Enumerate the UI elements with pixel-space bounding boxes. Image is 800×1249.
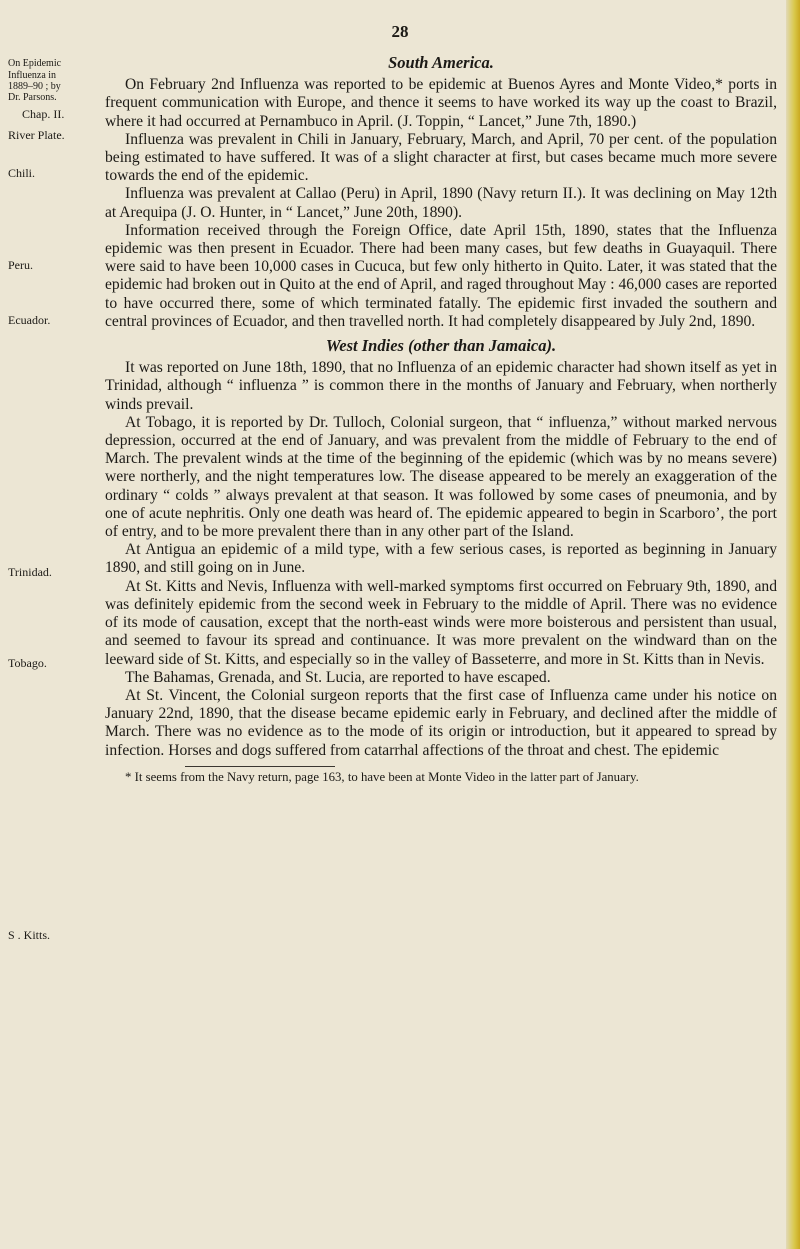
paragraph-st-kitts: At St. Kitts and Nevis, Influenza with well-marked symptoms first occurred on February 9th, 1890, and was definitely epidemic from the second week in February to the middle of April. There was no evidence of its mode of causation, except that the north-east winds were more boisterous and persistent than usual, and seemed to favour its spread and continuance. It was more prevalent on the windward than on the leeward side of St. Kitts, and especially so in the valley of Basseterre, and more in St. Kitts than in Nevis. xyxy=(105,577,777,668)
paragraph-chili: Influenza was prevalent in Chili in January, February, March, and April, 70 per cent. of the population being estimated to have suffered. It was of a slight character at first, but cases became much more severe towards the end of the epidemic. xyxy=(105,130,777,185)
margin-note-st-kitts: S . Kitts. xyxy=(8,928,51,942)
paragraph-bahamas: The Bahamas, Grenada, and St. Lucia, are reported to have escaped. xyxy=(125,668,551,686)
section-heading-west-indies-main: West Indies xyxy=(325,336,404,356)
page-edge xyxy=(786,0,800,1249)
section-heading-south-america: South America. xyxy=(388,53,494,72)
margin-note-chapter: Chap. II. xyxy=(22,107,65,121)
margin-note-epidemic-line3: 1889–90 ; by xyxy=(8,81,61,92)
margin-note-epidemic-line1: On Epidemic xyxy=(8,58,62,69)
footnote-rule xyxy=(185,766,335,767)
footnote: * It seems from the Navy return, page 163, to have been at Monte Video in the latter part of January. xyxy=(125,769,639,784)
margin-note-ecuador: Ecuador. xyxy=(8,313,51,327)
paragraph-peru: Influenza was prevalent at Callao (Peru) in April, 1890 (Navy return II.). It was declining on May 12th at Arequipa (J. O. Hunter, in “ Lancet,” June 20th, 1890). xyxy=(105,185,777,221)
margin-note-peru: Peru. xyxy=(8,258,33,272)
margin-note-river-plate: River Plate. xyxy=(8,128,65,142)
main-text xyxy=(105,54,777,785)
margin-note-tobago: Tobago. xyxy=(8,656,47,670)
margin-note-epidemic-line4: Dr. Parsons. xyxy=(8,92,57,103)
margin-note-chili: Chili. xyxy=(8,166,36,180)
paragraph-trinidad: It was reported on June 18th, 1890, that no Influenza of an epidemic character had shown itself as yet in Trinidad, although “ influenza ” is common there in the months of January and February, when northerly winds prevail. xyxy=(105,359,777,413)
paragraph-tobago: At Tobago, it is reported by Dr. Tulloch, Colonial surgeon, that “ influenza,” without marked nervous depression, occurred at the end of January, and was prevalent from the middle of February to the end of March. The prevalent winds at the time of the beginning of the epidemic (which was by no means severe) were northerly, and the night temperatures low. The disease appeared to be merely an exaggeration of the ordinary “ colds ” always prevalent at that season. It was followed by some cases of pneumonia, and by one of acute nephritis. Only one death was heard of. The epidemic appeared to begin in Scarboro’, the port of entry, and to be more prevalent there than in any other part of the Island. xyxy=(105,413,777,541)
paragraph-ecuador: Information received through the Foreign Office, date April 15th, 1890, states that the Influenza epidemic was then present in Ecuador. There had been many cases, but few deaths in Guayaquil. There were said to have been 10,000 cases in Cucuca, but few only hitherto in Quito. Later, it was stated that the epidemic had broken out in Quito at the end of April, and raged throughout May : 46,000 cases are reported to have occurred there, some of which terminated fatally. The epidemic first invaded the southern and central provinces of Ecuador, and then travelled north. It had completely disappeared by July 2nd, 1890. xyxy=(105,221,777,330)
paragraph-st-vincent: At St. Vincent, the Colonial surgeon reports that the first case of Influenza came under his notice on January 22nd, 1890, that the disease became epidemic early in February, and declined after the middle of March. There was no evidence as to the mode of its origin or introduction, but it appeared to spread by infection. Horses and dogs suffered from catarrhal affections of the throat and chest. The epidemic xyxy=(105,686,777,759)
page-number: 28 xyxy=(391,22,409,41)
margin-note-trinidad: Trinidad. xyxy=(8,565,52,579)
section-heading-west-indies-paren: (other than Jamaica). xyxy=(408,336,557,356)
paragraph-river-plate: On February 2nd Influenza was reported to be epidemic at Buenos Ayres and Monte Video,* ports in frequent communication with Europe, and thence it seems to have worked its way up the coast to Brazil, where it had occurred at Pernambuco in April. (J. Toppin, “ Lancet,” June 7th, 1890.) xyxy=(105,76,777,130)
paragraph-antigua: At Antigua an epidemic of a mild type, with a few serious cases, is reported as beginning in January 1890, and still going on in June. xyxy=(105,541,777,577)
margin-note-epidemic-line2: Influenza in xyxy=(8,70,57,81)
section-heading-west-indies xyxy=(105,337,777,355)
